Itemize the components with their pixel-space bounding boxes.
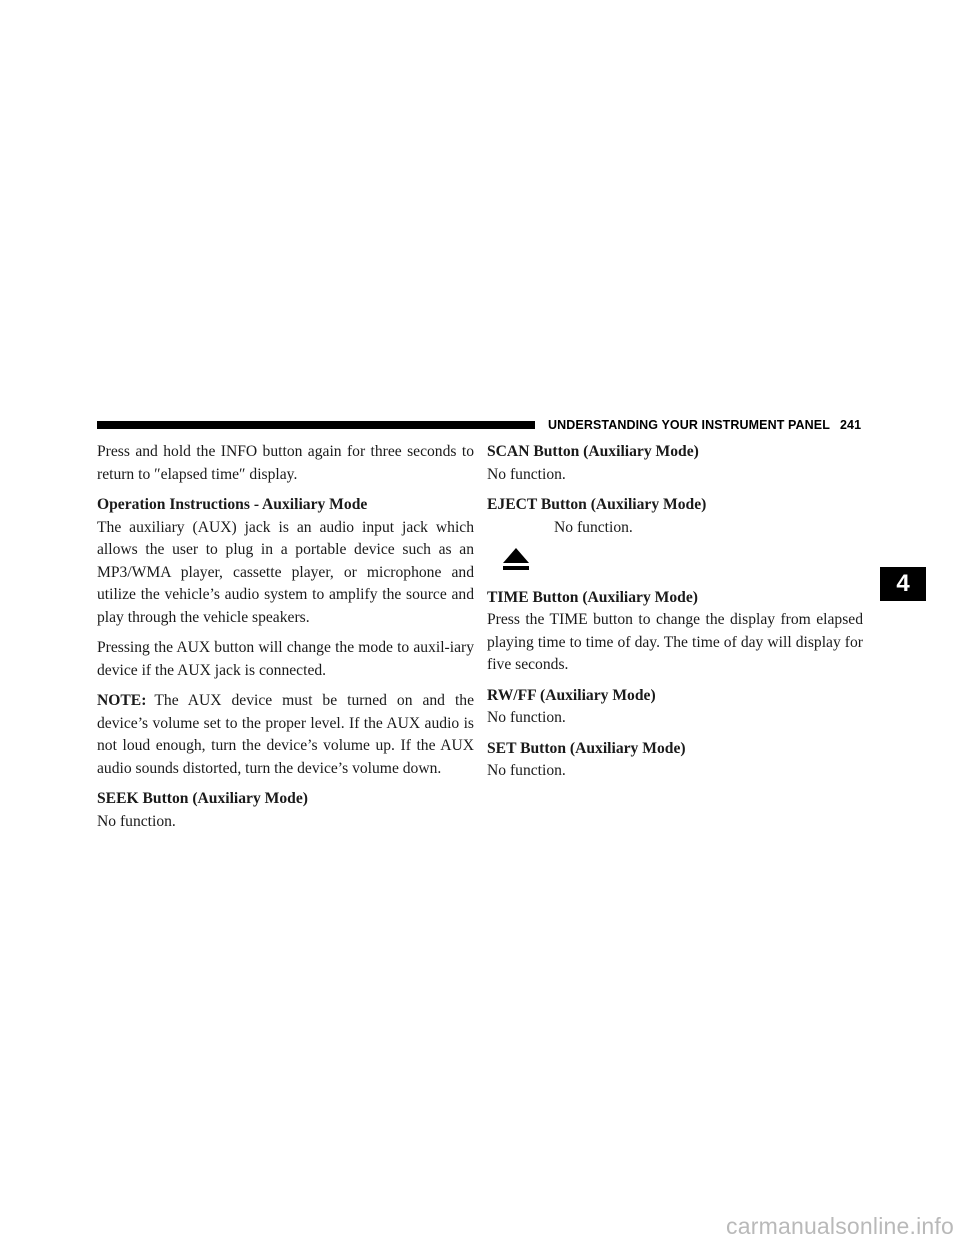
intro-paragraph: Press and hold the INFO button again for three seconds to return to ″elapsed time″ display.: [97, 443, 474, 483]
watermark-link[interactable]: carmanualsonline.info: [726, 1213, 954, 1239]
set-text: No function.: [487, 762, 566, 779]
left-column: [97, 441, 474, 833]
time-heading: TIME Button (Auxiliary Mode): [487, 588, 698, 606]
seek-text: No function.: [97, 812, 176, 830]
operation-paragraph: The auxiliary (AUX) jack is an audio input jack which allows the user to plug in a portable device such as an MP3/WMA player, cassette player, or microphone and utilize the vehicle’s audio system to amplify the source and play through the vehicle speakers.: [97, 518, 474, 626]
rwff-heading: RW/FF (Auxiliary Mode): [487, 686, 656, 704]
set-heading: SET Button (Auxiliary Mode): [487, 739, 686, 757]
aux-paragraph: Pressing the AUX button will change the mode to auxil-iary device if the AUX jack is connected.: [97, 639, 474, 679]
running-header: [548, 418, 861, 432]
operation-heading: Operation Instructions - Auxiliary Mode: [97, 496, 368, 513]
note-paragraph: [97, 690, 474, 780]
seek-heading: SEEK Button (Auxiliary Mode): [97, 790, 308, 807]
scan-text: No function.: [487, 465, 566, 483]
eject-row: [487, 517, 863, 587]
eject-icon: [502, 547, 530, 571]
note-label: NOTE:: [97, 692, 147, 709]
eject-text: No function.: [554, 518, 633, 536]
scan-heading: SCAN Button (Auxiliary Mode): [487, 443, 699, 460]
note-text: The AUX device must be turned on and the device’s volume set to the proper level. If the AUX audio is not loud enough, turn the device’s volume up. If the AUX audio sounds distorted, turn the device’s volume down.: [97, 692, 474, 777]
header-rule: [97, 421, 535, 429]
page-number: 241: [839, 418, 862, 432]
rwff-text: No function.: [487, 709, 566, 726]
right-column: [487, 441, 863, 783]
time-paragraph: Press the TIME button to change the display from elapsed playing time to time of day. The time of day will display for five seconds.: [487, 611, 863, 673]
chapter-tab: 4: [880, 567, 926, 601]
eject-heading: EJECT Button (Auxiliary Mode): [487, 496, 707, 513]
section-title: UNDERSTANDING YOUR INSTRUMENT PANEL: [548, 418, 830, 432]
